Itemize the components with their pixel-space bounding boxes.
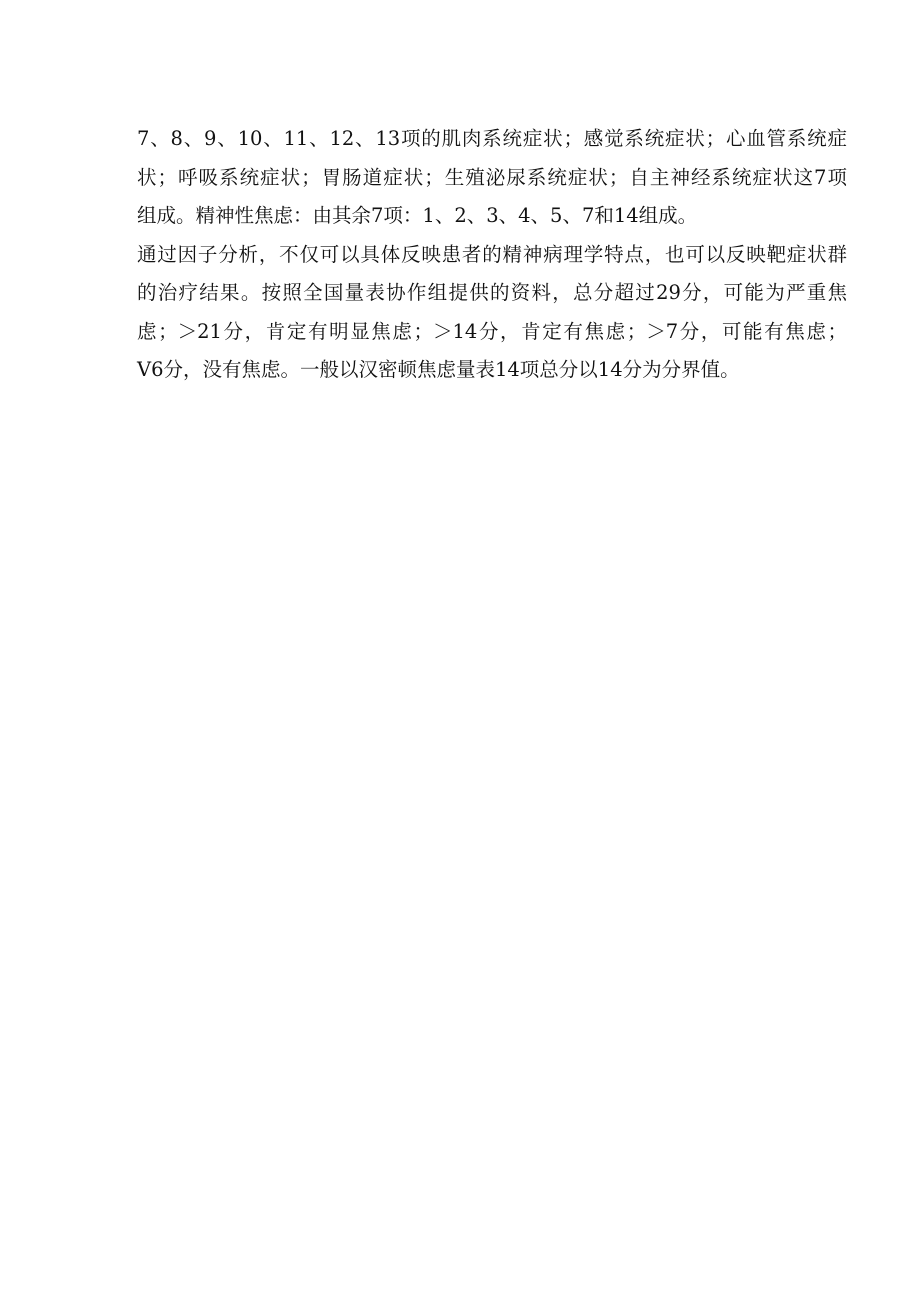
text-line: 通过因子分析，不仅可以具体反映患者的精神病理学特点，也可以反映靶症状群 <box>137 242 847 266</box>
text-line: 状；呼吸系统症状；胃肠道症状；生殖泌尿系统症状；自主神经系统症状这7项 <box>137 165 847 189</box>
text-line: 的治疗结果。按照全国量表协作组提供的资料，总分超过29分，可能为严重焦 <box>137 281 847 304</box>
text-line: V6分，没有焦虑。一般以汉密顿焦虑量表14项总分以14分为分界值。 <box>137 358 740 381</box>
paragraph-factor-composition <box>137 120 847 236</box>
text-line: 虑；＞21分，肯定有明显焦虑；＞14分，肯定有焦虑；＞7分，可能有焦虑； <box>137 319 847 343</box>
text-line: 组成。精神性焦虑：由其余7项：1、2、3、4、5、7和14组成。 <box>137 204 698 227</box>
text-line: 7、8、9、10、11、12、13项的肌肉系统症状；感觉系统症状；心血管系统症 <box>137 127 847 150</box>
body-text <box>137 120 847 390</box>
paragraph-score-interpretation <box>137 236 847 390</box>
